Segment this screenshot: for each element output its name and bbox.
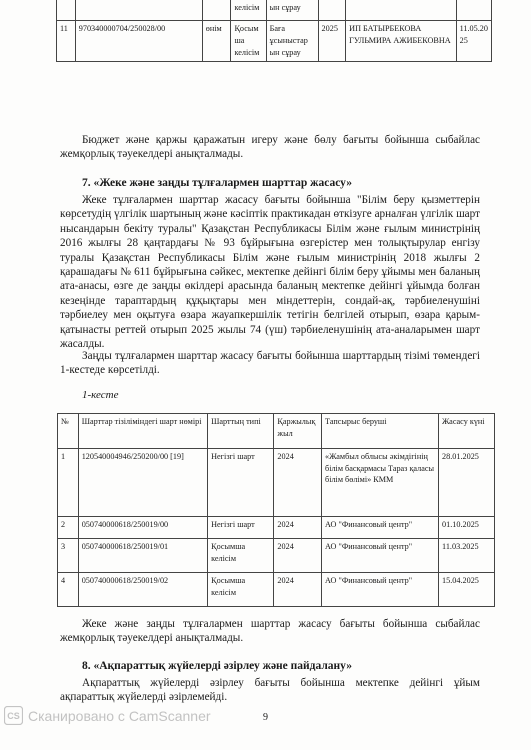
section-8-body: Ақпараттық жүйелерді әзірлеу бағыты бойынша мектепке дейінгі ұйым ақпараттық жүйелерді әзірлемейді. xyxy=(60,677,480,704)
cell-number: 11 xyxy=(57,21,76,62)
cell-number: 2 xyxy=(58,517,79,539)
cell-date: 11.03.2025 xyxy=(439,539,495,573)
section-7-body: Жеке тұлғалармен шарттар жасасу бағыты бойынша "Білім беру қызметтерін көрсетудің үлгілік шартының және кәсіптік практикадан өткізуге арналған үлгілік шарт нысандарын бекіту туралы" Қазақстан Республикасы Білім және ғылым министрінің 2016 жылғы 28 қаңтардағы № 93 бұйрығына өзгерістер мен толықтырулар енгізу туралы Қазақстан Республикасы Білім және ғылым министрінің 2018 жылғы 2 қарашадағы № 611 бұйрығына сәйкес, мектепке дейінгі білім беру ұйымы мен баланың ата-анасы, өзге де заңды өкілдері арасында баланың мектепке дейінгі ұйымда болған кезеңінде тараптардың құқықтары мен міндеттерін, сондай-ақ, тәрбиеленушіні тәрбиелеу мен оқытуға өзара жауапкершілік тетігін белгілей отырып, өзара қарым-қатынасты реттей отырып 2025 жылы 74 (үш) тәрбиеленушінің ата-аналарымен шарт жасалды. xyxy=(60,194,480,351)
cell-number: 1 xyxy=(58,449,79,517)
camscanner-logo-icon xyxy=(4,706,23,725)
header-number: № xyxy=(58,414,79,449)
budget-risk-paragraph: Бюджет және қаржы қаражатын игеру және бөлу бағыты бойынша сыбайлас жемқорлық тәуекелдері анықталмады. xyxy=(60,134,480,161)
cell-date: 15.04.2025 xyxy=(439,573,495,607)
header-contract-number: Шарттар тізіліміндегі шарт нөмірі xyxy=(78,414,207,449)
cell-type: өнім xyxy=(202,21,231,62)
table-row xyxy=(58,517,495,539)
cell-customer: ИП БАТЫРБЕКОВА ГУЛЬМИРА АЖИБЕКОВНА xyxy=(346,21,456,62)
header-fiscal-year: Қаржылық жыл xyxy=(274,414,322,449)
cell-contract-type: Негізгі шарт xyxy=(208,449,274,517)
header-contract-type: Шарттың типі xyxy=(208,414,274,449)
cell-fiscal-year: 2024 xyxy=(274,449,322,517)
cell-contract-number: 050740000618/250019/00 xyxy=(78,517,207,539)
cell-contract-number: 050740000618/250019/01 xyxy=(78,539,207,573)
table-caption: 1-кесте xyxy=(82,389,119,401)
table-row-partial xyxy=(57,0,492,21)
cell-reason: ын сұрау xyxy=(266,0,318,21)
cell-contract-type: Қосымша келісім xyxy=(208,573,274,607)
cell-number: 3 xyxy=(58,539,79,573)
table-row xyxy=(58,573,495,607)
cell-fiscal-year: 2024 xyxy=(274,517,322,539)
page-number: 9 xyxy=(263,712,268,723)
table-row xyxy=(58,539,495,573)
legal-contracts-intro: Заңды тұлғалармен шарттар жасасу бағыты бойынша шарттардың тізімі төмендегі 1-кестеде көрсетілді. xyxy=(60,350,480,377)
cell-year: 2025 xyxy=(318,21,346,62)
cell-customer: АО "Финансовый центр" xyxy=(322,573,439,607)
cell-date: 01.10.2025 xyxy=(439,517,495,539)
cell-contract-number: 050740000618/250019/02 xyxy=(78,573,207,607)
cell-customer: АО "Финансовый центр" xyxy=(322,539,439,573)
cell-contract-number: 120540004946/250200/00 [19] xyxy=(78,449,207,517)
table-row xyxy=(57,21,492,62)
cell-contract-type: Негізгі шарт xyxy=(208,517,274,539)
cell-registry-number: 970340000704/250028/00 xyxy=(75,21,202,62)
contracts-risk-paragraph: Жеке және заңды тұлғалармен шарттар жасасу бағыты бойынша сыбайлас жемқорлық тәуекелдері анықталмады. xyxy=(60,618,480,645)
section-8-heading: 8. «Ақпараттық жүйелерді әзірлеу және пайдалану» xyxy=(82,660,352,672)
scanner-watermark: Сканировано с CamScanner xyxy=(28,708,211,724)
header-date: Жасасу күні xyxy=(439,414,495,449)
cell-date: 11.05.2025 xyxy=(456,21,491,62)
section-7-heading: 7. «Жеке және заңды тұлғалармен шарттар жасасу» xyxy=(82,177,352,189)
cell-kind: келісім xyxy=(231,0,266,21)
header-customer: Тапсырыс беруші xyxy=(322,414,439,449)
contracts-table xyxy=(57,413,495,607)
cell-number: 4 xyxy=(58,573,79,607)
cell-contract-type: Қосымша келісім xyxy=(208,539,274,573)
cell-kind: Қосым ша келісім xyxy=(231,21,266,62)
cell-fiscal-year: 2024 xyxy=(274,539,322,573)
table-row xyxy=(58,449,495,517)
table-header-row xyxy=(58,414,495,449)
cell-date: 28.01.2025 xyxy=(439,449,495,517)
cell-customer: АО "Финансовый центр" xyxy=(322,517,439,539)
cell-customer: «Жамбыл облысы әкімдігінің білім басқармасы Тараз қаласы білім бөлімі» КММ xyxy=(322,449,439,517)
previous-contracts-table xyxy=(56,0,492,62)
cell-fiscal-year: 2024 xyxy=(274,573,322,607)
logo-letters: CS xyxy=(7,711,20,722)
cell-reason: Баға ұсыныстар ын сұрау xyxy=(266,21,318,62)
